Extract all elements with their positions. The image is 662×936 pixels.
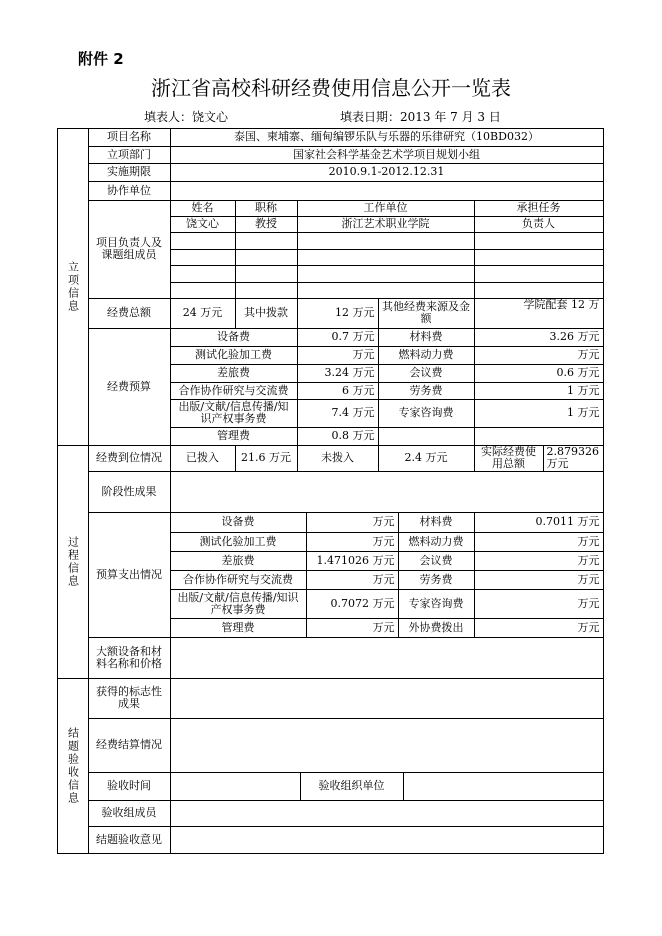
- achievements: [170, 678, 604, 719]
- budget-value: 万元: [297, 346, 379, 365]
- attachment-label: 附件 2: [78, 50, 124, 68]
- member-cell: [170, 282, 236, 299]
- label: 预算支出情况: [88, 512, 171, 638]
- spend-item: 材料费: [398, 512, 475, 533]
- budget-value: 7.4 万元: [297, 399, 379, 428]
- label: 未拨入: [297, 445, 379, 472]
- member-cell: [235, 282, 298, 299]
- budget-item: 燃料动力费: [378, 346, 475, 365]
- budget-item: 出版/文献/信息传播/知识产权事务费: [170, 399, 298, 428]
- label: 经费到位情况: [88, 445, 171, 472]
- accept-time: [170, 772, 301, 801]
- dept: 国家社会科学基金艺术学项目规划小组: [170, 146, 604, 164]
- label: 协作单位: [88, 181, 171, 201]
- stage-results: [170, 471, 604, 513]
- label: 验收时间: [88, 772, 171, 801]
- label: 大额设备和材料名称和价格: [88, 637, 171, 679]
- spend-value: 1.471026 万元: [306, 551, 399, 571]
- period: 2010.9.1-2012.12.31: [170, 163, 604, 182]
- pending: 2.4 万元: [378, 445, 475, 472]
- budget-item: 设备费: [170, 328, 298, 347]
- label: 项目名称: [88, 128, 171, 147]
- member-cell: 饶文心: [170, 216, 236, 233]
- member-cell: [474, 232, 604, 250]
- label: 经费总额: [88, 298, 171, 329]
- coop-unit: [170, 181, 604, 201]
- spend-item: 差旅费: [170, 551, 307, 571]
- budget-item: 差旅费: [170, 364, 298, 383]
- budget-item: 材料费: [378, 328, 475, 347]
- label: 其他经费来源及金额: [378, 298, 475, 329]
- budget-value: 3.26 万元: [474, 328, 604, 347]
- spend-item: 设备费: [170, 512, 307, 533]
- settlement: [170, 718, 604, 773]
- member-cell: 教授: [235, 216, 298, 233]
- opinion: [170, 826, 604, 854]
- spend-item: 会议费: [398, 551, 475, 571]
- spend-item: 燃料动力费: [398, 532, 475, 552]
- fill-date: 填表日期：2013 年 7 月 3 日: [340, 110, 501, 124]
- label: 其中拨款: [235, 298, 298, 329]
- label: 立项部门: [88, 146, 171, 164]
- member-cell: [297, 249, 475, 266]
- spend-value: 万元: [474, 618, 604, 638]
- member-cell: 浙江艺术职业学院: [297, 216, 475, 233]
- member-cell: [170, 249, 236, 266]
- budget-value: 0.8 万元: [297, 427, 379, 446]
- section-closing: 结题验收信息: [57, 678, 89, 854]
- accept-members: [170, 800, 604, 827]
- budget-value: 1 万元: [474, 382, 604, 400]
- member-header: 工作单位: [297, 200, 475, 217]
- total-amount: 24 万元: [170, 298, 236, 329]
- budget-item: 管理费: [170, 427, 298, 446]
- budget-item: 专家咨询费: [378, 399, 475, 428]
- section-setup: 立项信息: [57, 128, 89, 446]
- spend-value: 万元: [306, 512, 399, 533]
- label: 经费预算: [88, 328, 171, 446]
- budget-item: 测试化验加工费: [170, 346, 298, 365]
- label: 结题验收意见: [88, 826, 171, 854]
- member-header: 姓名: [170, 200, 236, 217]
- label: 项目负责人及课题组成员: [88, 200, 171, 299]
- spend-value: 0.7011 万元: [474, 512, 604, 533]
- budget-value: 1 万元: [474, 399, 604, 428]
- member-header: 职称: [235, 200, 298, 217]
- spend-item: 外协费拨出: [398, 618, 475, 638]
- label: 实施期限: [88, 163, 171, 182]
- budget-value: 万元: [474, 346, 604, 365]
- member-cell: [297, 282, 475, 299]
- spend-item: 出版/文献/信息传播/知识产权事务费: [170, 589, 307, 619]
- filler-name: 填表人：饶文心: [144, 110, 229, 124]
- member-cell: [170, 232, 236, 250]
- label: 验收组织单位: [300, 772, 404, 801]
- member-cell: [474, 265, 604, 283]
- budget-value: 0.6 万元: [474, 364, 604, 383]
- member-cell: [235, 249, 298, 266]
- project-name: 泰国、柬埔寨、缅甸编锣乐队与乐器的乐律研究（10BD032）: [170, 128, 604, 147]
- budget-value: [474, 427, 604, 446]
- budget-item: 劳务费: [378, 382, 475, 400]
- spend-value: 万元: [474, 551, 604, 571]
- budget-value: 0.7 万元: [297, 328, 379, 347]
- spend-value: 万元: [474, 532, 604, 552]
- member-cell: [297, 232, 475, 250]
- member-header: 承担任务: [474, 200, 604, 217]
- label: 阶段性成果: [88, 471, 171, 513]
- budget-value: 6 万元: [297, 382, 379, 400]
- other-funding: 学院配套 12 万: [474, 298, 604, 329]
- budget-item: 会议费: [378, 364, 475, 383]
- actual-total: 2.879326 万元: [543, 445, 604, 472]
- large-equipment: [170, 637, 604, 679]
- budget-value: 3.24 万元: [297, 364, 379, 383]
- spend-value: 万元: [306, 532, 399, 552]
- member-cell: 负责人: [474, 216, 604, 233]
- label: 经费结算情况: [88, 718, 171, 773]
- budget-item: 合作协作研究与交流费: [170, 382, 298, 400]
- spend-value: 万元: [474, 589, 604, 619]
- spend-value: 万元: [306, 570, 399, 590]
- spend-value: 万元: [306, 618, 399, 638]
- member-cell: [474, 249, 604, 266]
- budget-item: [378, 427, 475, 446]
- spend-item: 测试化验加工费: [170, 532, 307, 552]
- member-cell: [235, 265, 298, 283]
- accept-org: [403, 772, 604, 801]
- member-cell: [235, 232, 298, 250]
- spend-item: 专家咨询费: [398, 589, 475, 619]
- page-title: 浙江省高校科研经费使用信息公开一览表: [151, 76, 511, 100]
- label: 获得的标志性成果: [88, 678, 171, 719]
- label: 已拨入: [170, 445, 236, 472]
- member-cell: [474, 282, 604, 299]
- spend-item: 管理费: [170, 618, 307, 638]
- spend-item: 合作协作研究与交流费: [170, 570, 307, 590]
- grant-amount: 12 万元: [297, 298, 379, 329]
- spend-item: 劳务费: [398, 570, 475, 590]
- spend-value: 0.7072 万元: [306, 589, 399, 619]
- member-cell: [170, 265, 236, 283]
- received: 21.6 万元: [235, 445, 298, 472]
- label: 验收组成员: [88, 800, 171, 827]
- spend-value: 万元: [474, 570, 604, 590]
- member-cell: [297, 265, 475, 283]
- label: 实际经费使用总额: [474, 445, 544, 472]
- section-process: 过程信息: [57, 445, 89, 679]
